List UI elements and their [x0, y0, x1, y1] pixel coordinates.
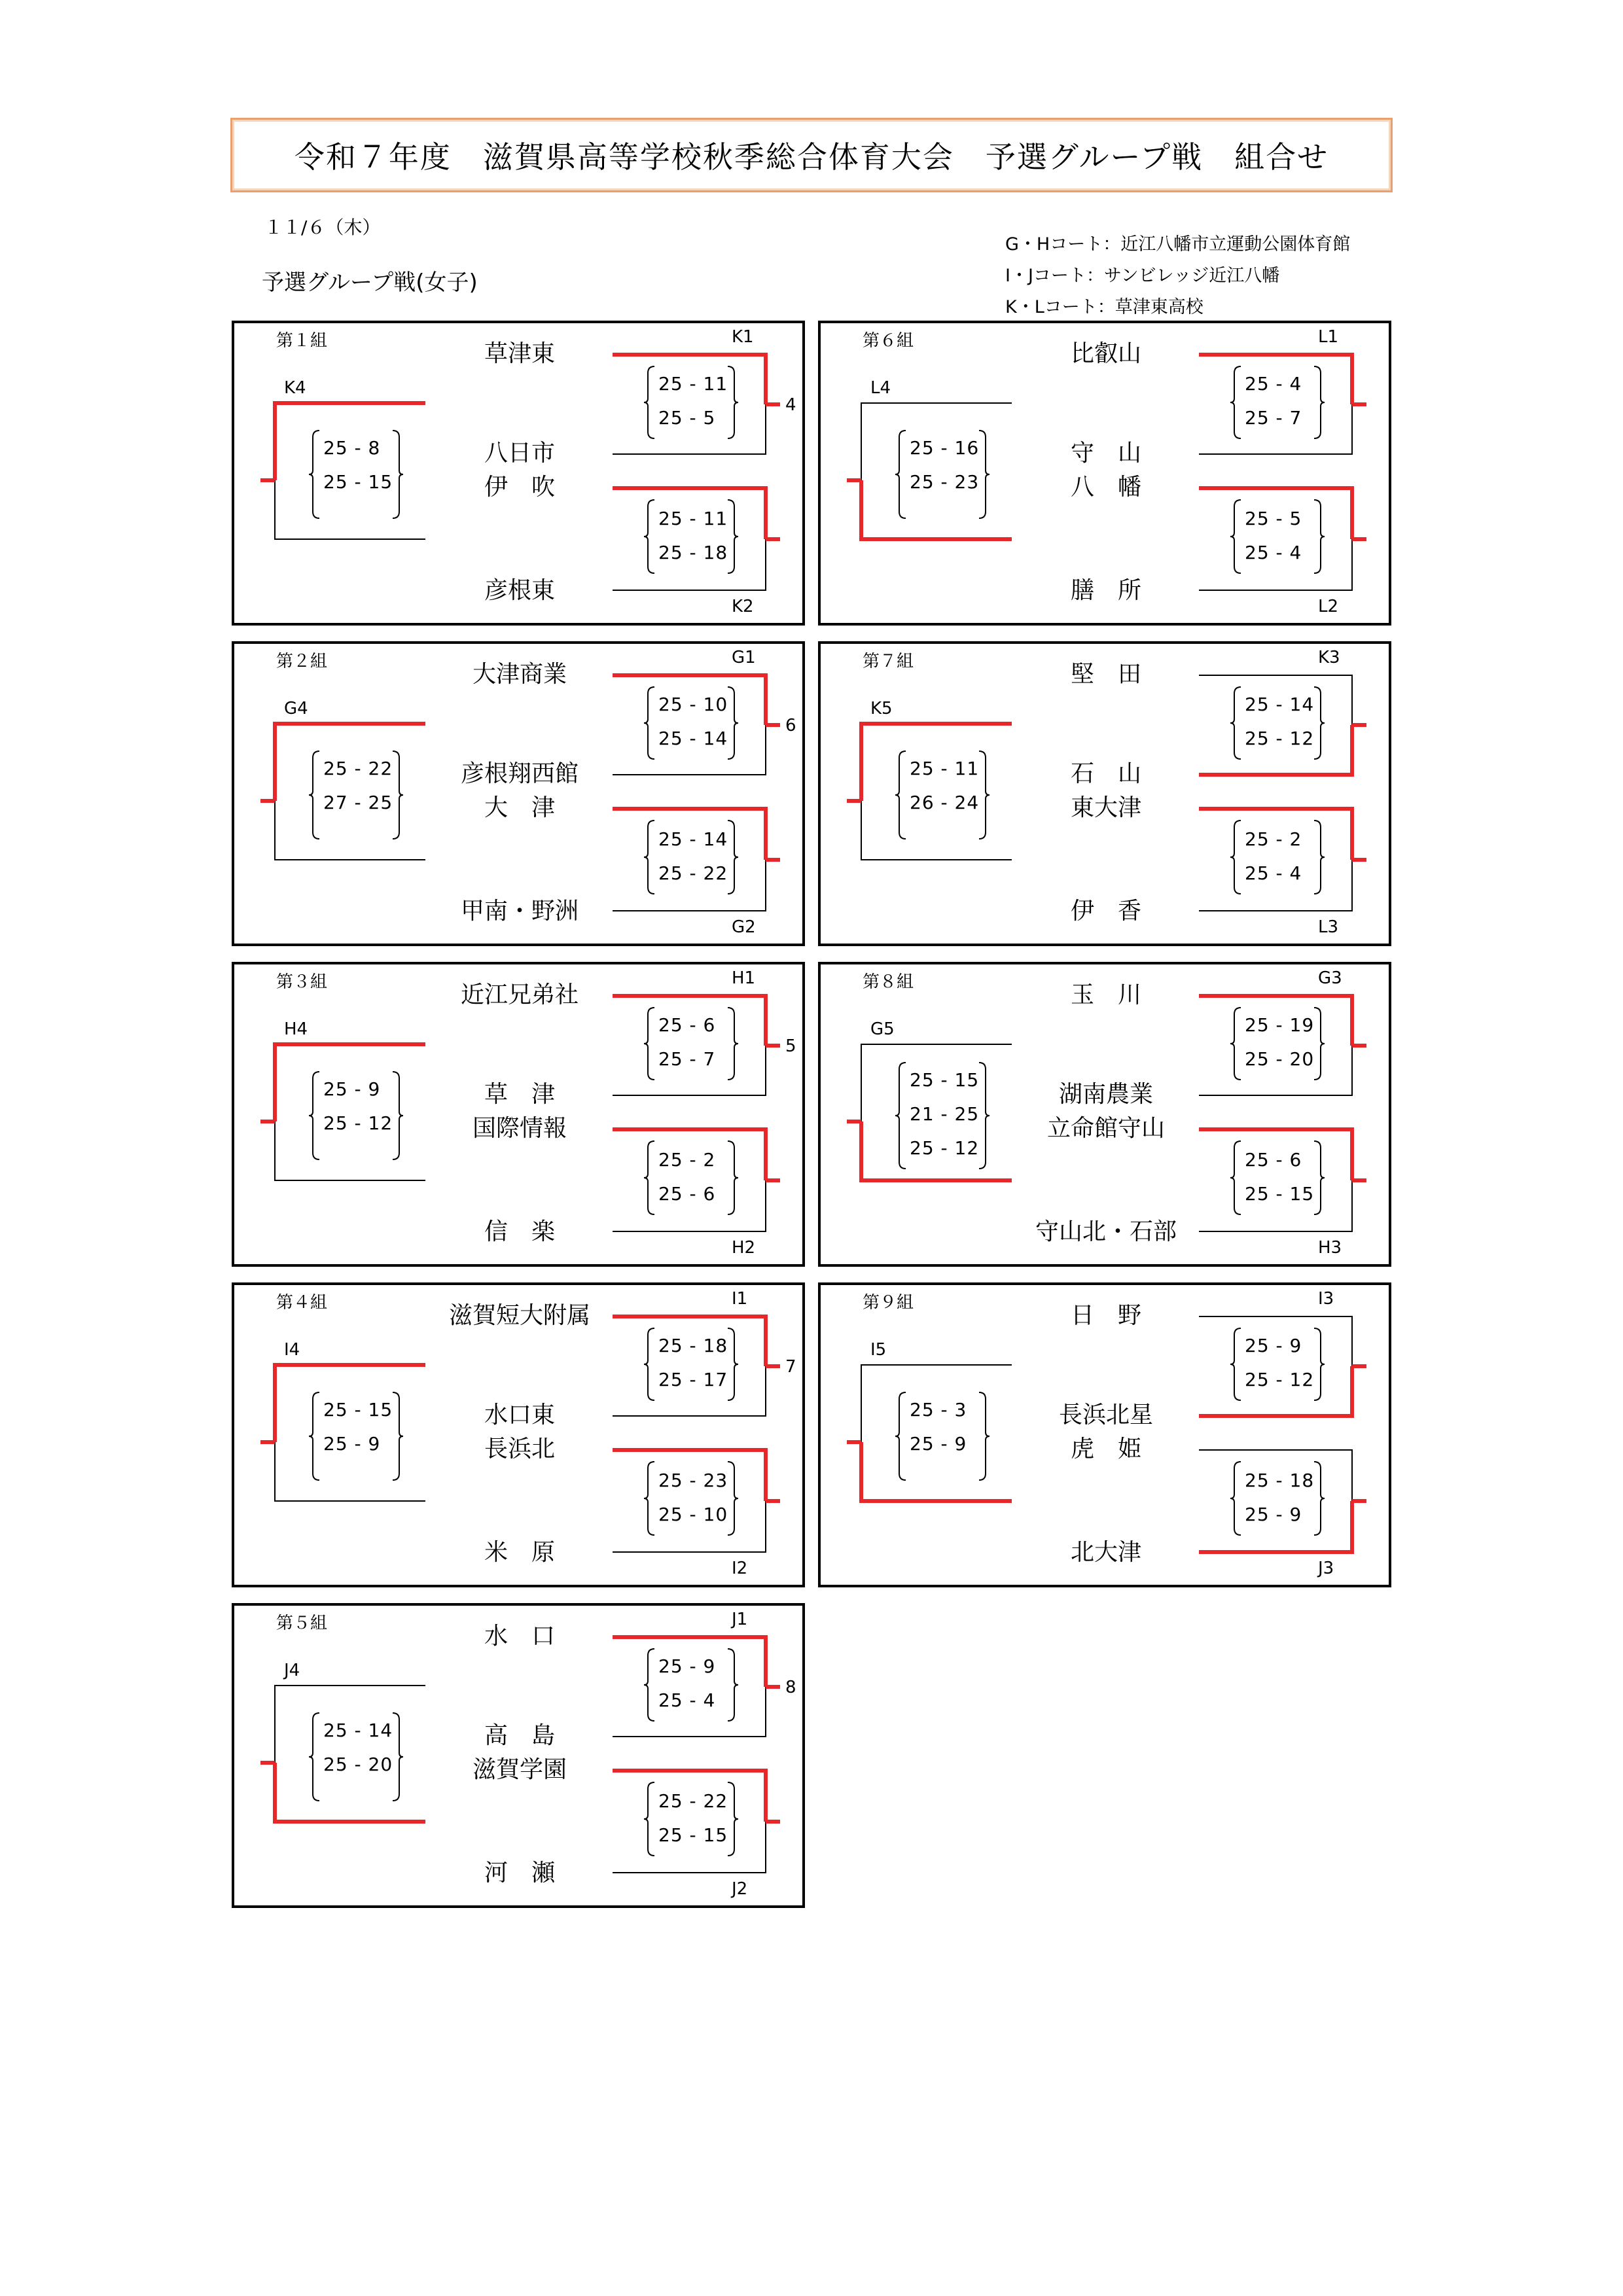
pool-box: [818, 641, 1391, 946]
team-name: 比叡山: [1070, 340, 1142, 367]
team-name: 長浜北星: [1058, 1402, 1154, 1428]
set-score: 25 - 19: [1245, 1014, 1315, 1036]
score-brace: [393, 1713, 403, 1801]
score-brace: [1230, 366, 1241, 438]
court-code: L4: [870, 378, 891, 398]
team-name: 守山北・石部: [1035, 1218, 1177, 1245]
court-code: L3: [1318, 917, 1339, 937]
score-brace: [1230, 687, 1241, 759]
team-name: 日 野: [1070, 1302, 1142, 1329]
score-brace: [728, 1462, 738, 1535]
team-name: 膳 所: [1070, 577, 1142, 604]
team-name: 高 島: [484, 1722, 556, 1749]
rank-label: 5: [785, 1036, 796, 1056]
court-code: G1: [732, 648, 756, 667]
score-brace: [644, 1328, 654, 1400]
score-brace: [309, 1713, 319, 1801]
score-brace: [309, 751, 319, 839]
court-code: G5: [870, 1019, 895, 1039]
court-line: K・Lコート：草津東高校: [1005, 297, 1204, 317]
set-score: 25 - 6: [1245, 1149, 1302, 1171]
set-score: 25 - 23: [910, 471, 980, 493]
set-score: 25 - 6: [658, 1183, 716, 1205]
score-brace: [644, 1782, 654, 1856]
team-name: 八 幡: [1070, 474, 1142, 501]
team-name: 伊 香: [1070, 898, 1142, 925]
set-score: 25 - 12: [910, 1137, 980, 1159]
score-brace: [728, 687, 738, 759]
pool-name: 第７組: [863, 652, 914, 671]
set-score: 25 - 9: [323, 1433, 381, 1455]
score-brace: [895, 1392, 906, 1480]
set-score: 25 - 22: [658, 862, 728, 884]
set-score: 25 - 9: [658, 1655, 716, 1677]
score-brace: [979, 1392, 990, 1480]
score-brace: [1230, 1462, 1241, 1535]
set-score: 25 - 15: [1245, 1183, 1315, 1205]
score-brace: [1314, 1008, 1325, 1080]
score-brace: [393, 1392, 403, 1480]
pool-box: [232, 321, 805, 626]
set-score: 25 - 12: [1245, 1369, 1315, 1390]
set-score: 25 - 22: [658, 1790, 728, 1812]
score-brace: [728, 500, 738, 573]
score-brace: [1314, 1328, 1325, 1400]
set-score: 25 - 16: [910, 437, 980, 459]
set-score: 25 - 14: [1245, 694, 1315, 715]
score-brace: [644, 687, 654, 759]
team-name: 草津東: [484, 340, 556, 367]
court-code: I4: [284, 1340, 300, 1360]
court-code: I2: [732, 1559, 748, 1578]
set-score: 25 - 11: [910, 758, 980, 779]
pool-box: [232, 641, 805, 946]
pool-box: [232, 962, 805, 1267]
court-code: G3: [1318, 968, 1342, 988]
score-brace: [728, 1649, 738, 1721]
set-score: 25 - 18: [1245, 1470, 1315, 1491]
score-brace: [644, 821, 654, 894]
set-score: 25 - 3: [910, 1399, 967, 1421]
set-score: 25 - 22: [323, 758, 393, 779]
score-brace: [1314, 687, 1325, 759]
court-code: I3: [1318, 1289, 1334, 1309]
set-score: 25 - 10: [658, 694, 728, 715]
set-score: 25 - 14: [658, 828, 728, 850]
score-brace: [309, 431, 319, 518]
pool-box: [232, 1603, 805, 1908]
set-score: 25 - 7: [1245, 407, 1302, 429]
team-name: 近江兄弟社: [460, 981, 579, 1008]
team-name: 彦根東: [484, 577, 556, 604]
score-brace: [644, 366, 654, 438]
score-brace: [393, 751, 403, 839]
score-brace: [1230, 1141, 1241, 1214]
set-score: 25 - 4: [1245, 373, 1302, 395]
score-brace: [979, 751, 990, 839]
pool-name: 第１組: [276, 331, 328, 351]
rank-label: 6: [785, 716, 796, 735]
team-name: 八日市: [484, 440, 556, 467]
score-brace: [644, 1141, 654, 1214]
set-score: 25 - 5: [658, 407, 716, 429]
team-name: 長浜北: [484, 1436, 556, 1462]
team-name: 甲南・野洲: [460, 898, 579, 925]
set-score: 25 - 4: [1245, 862, 1302, 884]
score-brace: [728, 1782, 738, 1856]
team-name: 立命館守山: [1046, 1115, 1166, 1142]
set-score: 25 - 10: [658, 1504, 728, 1525]
set-score: 25 - 12: [1245, 728, 1315, 749]
pool-name: 第２組: [276, 652, 328, 671]
team-name: 堅 田: [1070, 661, 1142, 688]
team-name: 石 山: [1070, 760, 1142, 787]
score-brace: [1230, 500, 1241, 573]
pool-name: 第８組: [863, 972, 914, 992]
date-label: １１/６（木）: [264, 217, 381, 238]
rank-label: 7: [785, 1357, 796, 1377]
set-score: 25 - 20: [1245, 1048, 1315, 1070]
score-brace: [895, 1063, 906, 1169]
set-score: 25 - 11: [658, 373, 728, 395]
team-name: 東大津: [1070, 794, 1142, 821]
score-brace: [1314, 821, 1325, 894]
court-code: J3: [1318, 1559, 1334, 1578]
set-score: 27 - 25: [323, 792, 393, 813]
court-line: I・Jコート：サンビレッジ近江八幡: [1005, 266, 1280, 286]
team-name: 米 原: [484, 1539, 556, 1566]
score-brace: [1314, 1462, 1325, 1535]
court-code: K1: [732, 327, 754, 347]
set-score: 25 - 4: [658, 1689, 716, 1711]
set-score: 25 - 15: [323, 1399, 393, 1421]
set-score: 25 - 8: [323, 437, 381, 459]
team-name: 北大津: [1070, 1539, 1142, 1566]
court-code: I1: [732, 1289, 748, 1309]
score-brace: [1314, 366, 1325, 438]
set-score: 25 - 5: [1245, 508, 1302, 529]
team-name: 伊 吹: [484, 474, 556, 501]
pool-box: [818, 1282, 1391, 1587]
court-code: G4: [284, 699, 308, 718]
court-code: K4: [284, 378, 306, 398]
score-brace: [895, 751, 906, 839]
page-title: 令和７年度 滋賀県高等学校秋季総合体育大会 予選グループ戦 組合せ: [294, 139, 1329, 175]
court-code: H1: [732, 968, 756, 988]
score-brace: [644, 1649, 654, 1721]
team-name: 玉 川: [1070, 981, 1142, 1008]
pool-box: [232, 1282, 805, 1587]
team-name: 滋賀学園: [472, 1756, 567, 1783]
court-code: H4: [284, 1019, 308, 1039]
set-score: 25 - 20: [323, 1754, 393, 1775]
team-name: 河 瀬: [484, 1860, 556, 1886]
score-brace: [644, 1008, 654, 1080]
set-score: 25 - 12: [323, 1112, 393, 1134]
set-score: 26 - 24: [910, 792, 980, 813]
score-brace: [728, 821, 738, 894]
pool-name: 第３組: [276, 972, 328, 992]
set-score: 25 - 18: [658, 1335, 728, 1356]
set-score: 25 - 9: [1245, 1504, 1302, 1525]
court-code: I5: [870, 1340, 887, 1360]
set-score: 25 - 18: [658, 542, 728, 563]
pool-name: 第９組: [863, 1293, 914, 1313]
score-brace: [309, 1392, 319, 1480]
rank-label: 8: [785, 1678, 796, 1697]
subtitle: 予選グループ戦(女子): [262, 270, 478, 296]
set-score: 25 - 15: [910, 1069, 980, 1091]
pool-name: 第５組: [276, 1614, 328, 1633]
set-score: 25 - 4: [1245, 542, 1302, 563]
court-line: G・Hコート：近江八幡市立運動公園体育館: [1005, 234, 1351, 255]
score-brace: [1314, 1141, 1325, 1214]
team-name: 水口東: [484, 1402, 556, 1428]
score-brace: [728, 1328, 738, 1400]
rank-label: 4: [785, 395, 796, 415]
team-name: 水 口: [484, 1623, 556, 1650]
score-brace: [895, 431, 906, 518]
score-brace: [1230, 1008, 1241, 1080]
team-name: 信 楽: [484, 1218, 556, 1245]
score-brace: [979, 1063, 990, 1169]
court-code: H3: [1318, 1238, 1342, 1258]
set-score: 25 - 9: [910, 1433, 967, 1455]
court-code: J4: [284, 1661, 300, 1680]
team-name: 大津商業: [472, 661, 567, 688]
court-code: J2: [732, 1879, 748, 1899]
court-code: K2: [732, 597, 754, 616]
team-name: 彦根翔西館: [460, 760, 579, 787]
team-name: 国際情報: [472, 1115, 567, 1142]
score-brace: [309, 1072, 319, 1159]
score-brace: [1314, 500, 1325, 573]
title-box: [230, 118, 1393, 192]
court-code: J1: [732, 1610, 748, 1629]
team-name: 草 津: [484, 1081, 556, 1108]
score-brace: [644, 500, 654, 573]
team-name: 守 山: [1070, 440, 1142, 467]
score-brace: [979, 431, 990, 518]
score-brace: [644, 1462, 654, 1535]
pool-box: [818, 321, 1391, 626]
set-score: 25 - 9: [1245, 1335, 1302, 1356]
set-score: 25 - 17: [658, 1369, 728, 1390]
set-score: 25 - 15: [658, 1824, 728, 1846]
set-score: 25 - 6: [658, 1014, 716, 1036]
court-code: L1: [1318, 327, 1339, 347]
set-score: 25 - 9: [323, 1078, 381, 1100]
set-score: 25 - 11: [658, 508, 728, 529]
set-score: 25 - 2: [658, 1149, 716, 1171]
team-name: 湖南農業: [1058, 1081, 1154, 1108]
set-score: 25 - 7: [658, 1048, 716, 1070]
pool-box: [818, 962, 1391, 1267]
court-code: K5: [870, 699, 893, 718]
score-brace: [728, 1008, 738, 1080]
court-code: G2: [732, 917, 756, 937]
set-score: 25 - 14: [323, 1720, 393, 1741]
set-score: 25 - 23: [658, 1470, 728, 1491]
set-score: 25 - 15: [323, 471, 393, 493]
court-code: L2: [1318, 597, 1339, 616]
score-brace: [1230, 821, 1241, 894]
score-brace: [1230, 1328, 1241, 1400]
score-brace: [393, 431, 403, 518]
team-name: 大 津: [484, 794, 556, 821]
team-name: 虎 姫: [1070, 1436, 1142, 1462]
set-score: 25 - 14: [658, 728, 728, 749]
pool-name: 第６組: [863, 331, 914, 351]
score-brace: [728, 366, 738, 438]
pool-name: 第４組: [276, 1293, 328, 1313]
court-code: K3: [1318, 648, 1340, 667]
court-list: [1005, 229, 1350, 323]
set-score: 25 - 2: [1245, 828, 1302, 850]
set-score: 21 - 25: [910, 1103, 980, 1125]
score-brace: [393, 1072, 403, 1159]
court-code: H2: [732, 1238, 756, 1258]
team-name: 滋賀短大附属: [448, 1302, 591, 1329]
score-brace: [728, 1141, 738, 1214]
